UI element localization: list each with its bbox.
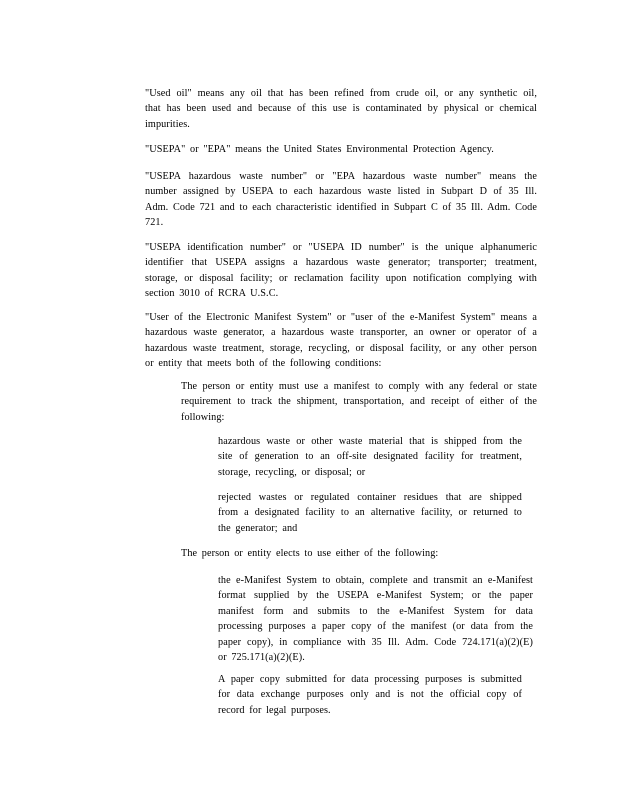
definition-used-oil: "Used oil" means any oil that has been refined from crude oil, or any synthetic oil, that has been used and because of this use is contaminated by physical or chemical impurities. xyxy=(145,88,537,130)
definition-user-of-e-manifest-system: "User of the Electronic Manifest System" or "user of the e-Manifest System" means a hazardous waste generator, a hazardous waste transporter, an owner or operator of a hazardous waste treatment, storage, recycling, or disposal facility, or any other person or entity that meets both of the following conditions: xyxy=(145,312,537,370)
definition-usepa: "USEPA" or "EPA" means the United States Environmental Protection Agency. xyxy=(145,144,494,155)
definition-usepa-identification-number: "USEPA identification number" or "USEPA ID number" is the unique alphanumeric identifier that USEPA assigns a hazardous waste generator; transporter; treatment, storage, or disposal facility; or reclamation facility upon notification complying with section 3010 of RCRA U.S.C. xyxy=(145,242,537,300)
definition-usepa-hazardous-waste-number: "USEPA hazardous waste number" or "EPA hazardous waste number" means the number assigned by USEPA to each hazardous waste listed in Subpart D of 35 Ill. Adm. Code 721 and to each characteristic identified in Subpart C of 35 Ill. Adm. Code 721. xyxy=(145,171,537,229)
condition-1: The person or entity must use a manifest to comply with any federal or state requirement to track the shipment, transportation, and receipt of either of the following: xyxy=(181,381,537,423)
condition-1-item-a: hazardous waste or other waste material that is shipped from the site of generation to an off-site designated facility for treatment, storage, recycling, or disposal; or xyxy=(218,436,522,478)
condition-2-item-a: the e-Manifest System to obtain, complete and transmit an e-Manifest format supplied by the USEPA e-Manifest System; or the paper manifest form and submits to the e-Manifest System for data processing purposes a paper copy of the manifest (or data from the paper copy), in compliance with 35 Ill. Adm. Code 724.171(a)(2)(E) or 725.171(a)(2)(E). xyxy=(218,575,533,664)
condition-2: The person or entity elects to use either of the following: xyxy=(181,548,439,559)
condition-2-note: A paper copy submitted for data processing purposes is submitted for data exchange purposes only and is not the official copy of record for legal purposes. xyxy=(218,674,522,716)
condition-1-item-b: rejected wastes or regulated container residues that are shipped from a designated facility to an alternative facility, or returned to the generator; and xyxy=(218,492,522,534)
